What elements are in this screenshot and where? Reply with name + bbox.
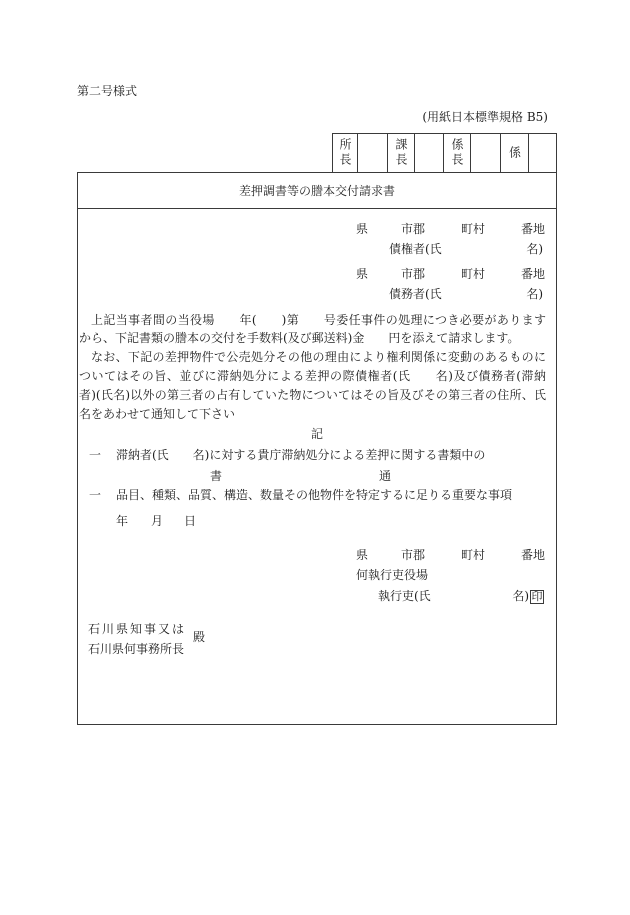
- debtor-address-city: 市郡: [401, 267, 426, 281]
- executor-address-town: 町村: [461, 548, 486, 562]
- debtor-address-prefecture: 県: [356, 267, 369, 281]
- title-row: [78, 173, 556, 209]
- request-text-line: なお、下記の差押物件で公売処分その他の理由により権利関係に変動のあるものに: [91, 350, 546, 364]
- creditor-address-lot: 番地: [521, 222, 546, 236]
- item-marker: 一: [89, 488, 102, 502]
- stamp-box-staff: [528, 134, 556, 172]
- executor-address-prefecture: 県: [356, 548, 369, 562]
- request-text-line: ついてはその旨、並びに滞納処分による差押の際債権者(氏 名)及び債務者(滞納: [79, 369, 546, 383]
- executor-office: 何執行吏役場: [356, 568, 429, 582]
- stamp-label-staff: [500, 134, 528, 172]
- date-year-label: 年: [116, 514, 129, 528]
- addressee-line-1: 石川県知事又は: [88, 622, 184, 636]
- creditor-address-prefecture: 県: [356, 222, 369, 236]
- stamp-label-subsection-chief: [443, 134, 470, 172]
- debtor-address-lot: 番地: [521, 267, 546, 281]
- seal-mark: 印: [531, 589, 543, 603]
- stamp-label-text: 係長: [450, 138, 464, 168]
- debtor-name-label: 債務者(氏: [389, 287, 442, 301]
- date-day-label: 日: [184, 514, 197, 528]
- executor-address-city: 市郡: [401, 548, 426, 562]
- creditor-address-town: 町村: [461, 222, 486, 236]
- executor-address-lot: 番地: [521, 548, 546, 562]
- request-form: [77, 172, 557, 725]
- executor-name-close-group: [512, 588, 544, 604]
- item-marker: 一: [89, 448, 102, 462]
- creditor-address-city: 市郡: [401, 222, 426, 236]
- form-number: 第二号様式: [77, 84, 138, 98]
- stamp-label-text: 係: [507, 145, 522, 161]
- stamp-label-text: 所長: [338, 138, 352, 168]
- paper-size-note: (用紙日本標準規格 B5): [422, 110, 548, 124]
- creditor-name-label: 債権者(氏: [389, 242, 442, 256]
- stamp-box-director: [357, 134, 387, 172]
- creditor-name-close: 名): [526, 242, 543, 256]
- executor-name-close: 名): [512, 589, 529, 603]
- item-copies-label: 通: [379, 469, 392, 483]
- stamp-label-director: [333, 134, 357, 172]
- stamp-box-section-chief: [414, 134, 443, 172]
- stamp-box-subsection-chief: [470, 134, 500, 172]
- form-title: 差押調書等の謄本交付請求書: [238, 183, 395, 198]
- request-text-line: 者)(氏名)以外の第三者の占有していた物についてはその旨及びその第三者の住所、氏: [79, 388, 546, 402]
- date-month-label: 月: [151, 514, 164, 528]
- approval-stamp-table: [332, 133, 557, 173]
- debtor-address-town: 町村: [461, 267, 486, 281]
- addressee-line-2: 石川県何事務所長: [88, 642, 185, 656]
- ki-heading: 記: [310, 427, 323, 441]
- request-text-line: 上記当事者間の当役場 年( )第 号委任事件の処理につき必要があります: [91, 313, 546, 327]
- item-text-documents: 滞納者(氏 名)に対する貴庁滞納処分による差押に関する書類中の: [116, 448, 486, 462]
- debtor-name-close: 名): [526, 287, 543, 301]
- item-text-property: 品目、種類、品質、構造、数量その他物件を特定するに足りる重要な事項: [116, 488, 513, 502]
- request-text-line: から、下記書類の謄本の交付を手数料(及び郵送料)金 円を添えて請求します。: [79, 331, 520, 345]
- item-document-label: 書: [210, 469, 223, 483]
- stamp-label-section-chief: [387, 134, 414, 172]
- stamp-label-text: 課長: [394, 138, 408, 168]
- request-text-line: 名をあわせて通知して下さい: [79, 407, 236, 421]
- executor-name-label: 執行吏(氏: [378, 589, 431, 603]
- addressee-honorific: 殿: [193, 630, 206, 644]
